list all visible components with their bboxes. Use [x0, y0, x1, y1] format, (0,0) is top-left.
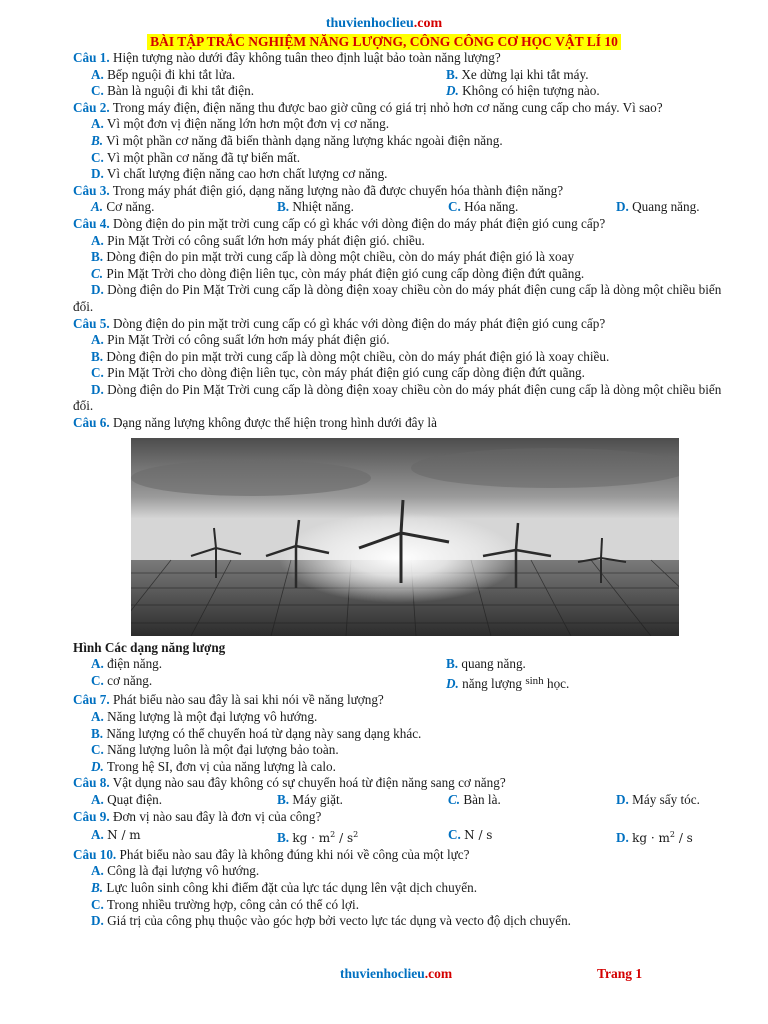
option-a	[91, 827, 277, 847]
option-b	[446, 67, 589, 84]
footer-site-tld: .com	[424, 966, 453, 981]
option-b	[446, 656, 526, 673]
option-a	[91, 656, 446, 673]
option-text: năng lượng	[462, 675, 523, 691]
option-letter: C.	[91, 896, 104, 912]
option-c	[448, 199, 616, 216]
site-header[interactable]	[0, 16, 768, 32]
option-letter: C.	[91, 149, 104, 165]
option-text: Bàn là.	[463, 792, 501, 807]
option-d	[73, 382, 723, 415]
option-a	[91, 67, 446, 84]
option-b	[277, 827, 448, 847]
option-text: Quang năng.	[632, 199, 700, 215]
document-title: BÀI TẬP TRẮC NGHIỆM NĂNG LƯỢNG, CÔNG CÔNG CƠ HỌC VẬT LÍ 10	[147, 34, 621, 50]
formula-part: kg · m	[632, 831, 670, 846]
option-b	[73, 349, 723, 366]
option-text: Hóa năng.	[464, 199, 519, 215]
option-text: Xe dừng lại khi tắt máy.	[461, 66, 589, 82]
option-d	[616, 199, 700, 216]
option-letter: D.	[91, 166, 104, 182]
option-letter: B.	[91, 879, 104, 895]
page-number: Trang 1	[597, 966, 643, 981]
option-text: Dòng điện do pin mặt trời cung cấp là dòng một chiều, còn do máy phát điện gió là xoay chiều.	[106, 348, 610, 364]
option-text: Năng lượng có thể chuyển hoá từ dạng này sang dạng khác.	[106, 725, 422, 741]
option-letter: B.	[91, 725, 104, 741]
options-row	[73, 67, 723, 84]
option-a	[73, 116, 723, 133]
question-text: Phát biểu nào sau đây là không đúng khi nói về công của một lực?	[119, 846, 470, 862]
option-d	[446, 673, 569, 693]
sun-glow	[279, 513, 519, 603]
option-text: Máy sấy tóc.	[632, 792, 700, 807]
option-text: Năng lượng là một đại lượng vô hướng.	[107, 709, 318, 725]
option-text: Pin Mặt Trời cho dòng điện liên tục, còn máy phát điện gió cung cấp dòng điện đứt quãng.	[107, 365, 585, 381]
option-letter: B.	[91, 249, 104, 265]
option-text: Dòng điện do Pin Mặt Trời cung cấp là dòng điện xoay chiều còn do máy phát điện cung cấp là dòng một chiều biến đổi.	[73, 381, 722, 414]
options-row	[73, 83, 723, 100]
footer-site-link[interactable]	[340, 966, 452, 982]
option-letter: A.	[91, 827, 104, 843]
option-c	[73, 365, 723, 382]
question-number: Câu 9.	[73, 808, 110, 824]
option-letter: C.	[448, 792, 461, 807]
question-5	[73, 316, 723, 333]
options-row	[73, 673, 723, 693]
question-number: Câu 6.	[73, 415, 110, 431]
option-text: Bếp nguội đi khi tắt lửa.	[107, 66, 236, 82]
option-text: điện năng.	[107, 656, 163, 672]
option-formula	[632, 831, 693, 845]
option-letter: D.	[616, 830, 629, 846]
option-text: quang năng.	[461, 656, 526, 672]
option-d	[446, 83, 600, 100]
question-number: Câu 1.	[73, 50, 110, 65]
option-letter: A.	[91, 863, 104, 879]
option-d	[616, 827, 693, 847]
question-number: Câu 7.	[73, 692, 110, 708]
question-7	[73, 692, 723, 709]
option-d	[73, 282, 723, 315]
question-3	[73, 183, 723, 200]
option-c	[91, 83, 446, 100]
options-row	[73, 792, 723, 809]
option-letter: B.	[446, 656, 459, 672]
option-formula: N / s	[464, 828, 493, 843]
question-8	[73, 775, 723, 792]
option-text: Máy giặt.	[292, 792, 343, 807]
option-letter: C.	[91, 83, 104, 99]
option-letter: A.	[91, 792, 104, 807]
option-letter: C.	[91, 742, 104, 758]
option-text: Quạt điện.	[107, 792, 163, 807]
question-2	[73, 100, 723, 117]
option-a	[91, 199, 277, 216]
options-row	[73, 827, 723, 847]
option-text: Dòng điện do Pin Mặt Trời cung cấp là dòng điện xoay chiều còn do máy phát điện cung cấp là dòng một chiều biến đổi.	[73, 282, 722, 314]
option-letter: D.	[91, 758, 104, 774]
option-letter: A.	[91, 232, 104, 248]
option-letter: B.	[277, 792, 290, 807]
options-row	[73, 656, 723, 673]
option-letter: C.	[448, 827, 461, 843]
question-text: Dòng điện do pin mặt trời cung cấp có gì khác với dòng điện do máy phát điện gió cung cấp?	[112, 315, 606, 331]
question-1	[73, 50, 723, 67]
formula-exponent: 2	[669, 830, 675, 840]
option-letter: C.	[91, 672, 104, 688]
figure-caption: Hình Các dạng năng lượng	[73, 639, 226, 655]
option-text: học.	[546, 675, 570, 691]
option-letter: B.	[91, 348, 104, 364]
option-letter: D.	[91, 381, 104, 397]
option-letter: A.	[91, 332, 104, 348]
option-text: Vì một phần cơ năng đã tự biến mất.	[106, 149, 301, 165]
footer-site-name: thuvienhoclieu	[340, 966, 425, 981]
option-a	[73, 709, 723, 726]
option-b	[73, 880, 723, 897]
question-number: Câu 2.	[73, 99, 110, 115]
formula-exponent: 2	[330, 830, 336, 840]
option-d	[616, 792, 700, 809]
question-10	[73, 847, 723, 864]
option-text: Dòng điện do pin mặt trời cung cấp là dòng một chiều, còn do máy phát điện gió là xoay	[106, 249, 575, 265]
question-number: Câu 5.	[73, 315, 110, 331]
option-c	[73, 150, 723, 167]
option-text: Vì chất lượng điện năng cao hơn chất lượng cơ năng.	[106, 166, 388, 182]
option-text: Nhiệt năng.	[292, 199, 354, 215]
question-4	[73, 216, 723, 233]
option-letter: D.	[91, 282, 104, 298]
option-letter: D.	[616, 199, 629, 215]
question-number: Câu 3.	[73, 182, 110, 198]
option-c	[73, 742, 723, 759]
option-letter: B.	[277, 830, 290, 846]
option-text-raised: sinh	[525, 674, 544, 687]
title-wrap	[0, 33, 768, 51]
option-text: Lực luôn sinh công khi điểm đặt của lực tác dụng lên vật dịch chuyển.	[106, 879, 478, 895]
option-text: Trong nhiều trường hợp, công cản có thể có lợi.	[106, 896, 359, 912]
option-text: Pin Mặt Trời có công suất lớn hơn máy phát điện gió.	[107, 332, 390, 348]
option-b	[277, 792, 448, 809]
question-text: Trong máy điện, điện năng thu được bao giờ cũng có giá trị nhỏ hơn cơ năng cung cấp cho máy. Vì sao?	[112, 99, 663, 115]
option-c	[448, 827, 616, 847]
option-letter: A.	[91, 199, 104, 215]
option-letter: B.	[446, 66, 459, 82]
option-text: Pin Mặt Trời cho dòng điện liên tục, còn máy phát điện gió cung cấp dòng điện đứt quãng.	[106, 265, 585, 281]
option-b	[73, 726, 723, 743]
option-text: Bàn là nguội đi khi tắt điện.	[107, 83, 254, 99]
option-letter: C.	[448, 199, 461, 215]
question-text: Đơn vị nào sau đây là đơn vị của công?	[112, 808, 322, 824]
option-a	[73, 863, 723, 880]
option-c	[73, 266, 723, 283]
option-text: Công là đại lượng vô hướng.	[107, 863, 260, 879]
question-6	[73, 415, 723, 432]
option-letter: A.	[91, 66, 104, 82]
option-letter: D.	[91, 913, 104, 929]
option-text: Vì một phần cơ năng đã biến thành dạng năng lượng khác ngoài điện năng.	[106, 132, 503, 148]
cloud	[131, 460, 371, 496]
wind-solar-photo	[131, 438, 679, 636]
option-a	[91, 792, 277, 809]
question-number: Câu 10.	[73, 846, 117, 862]
option-text: Cơ năng.	[106, 199, 155, 215]
question-text: Trong máy phát điện gió, dạng năng lượng nào đã được chuyển hóa thành điện năng?	[112, 182, 564, 198]
option-a	[73, 332, 723, 349]
option-text: cơ năng.	[107, 672, 153, 688]
option-b	[277, 199, 448, 216]
question-text: Dạng năng lượng không được thể hiện trong hình dưới đây là	[112, 415, 437, 431]
option-text: Pin Mặt Trời có công suất lớn hơn máy phát điện gió. chiều.	[107, 232, 425, 248]
option-formula: N / m	[107, 828, 141, 843]
option-d	[73, 166, 723, 183]
option-letter: C.	[91, 265, 104, 281]
formula-part: / s	[675, 831, 693, 846]
option-letter: D.	[616, 792, 629, 807]
option-d	[73, 913, 723, 930]
site-tld: .com	[413, 16, 443, 31]
option-c	[73, 897, 723, 914]
question-text: Hiện tượng nào dưới đây không tuân theo định luật bảo toàn năng lượng?	[112, 50, 501, 65]
option-b	[73, 249, 723, 266]
option-b	[73, 133, 723, 150]
question-number: Câu 4.	[73, 215, 110, 231]
formula-part: / s	[335, 831, 354, 846]
option-letter: B.	[91, 132, 104, 148]
site-name: thuvienhoclieu	[325, 16, 414, 31]
option-letter: A.	[91, 709, 104, 725]
question-text: Vật dụng nào sau đây không có sự chuyển hoá từ điện năng sang cơ năng?	[112, 775, 506, 791]
option-text: Giá trị của công phụ thuộc vào góc hợp bởi vecto lực tác dụng và vecto độ dịch chuyển.	[107, 913, 571, 929]
option-formula	[292, 831, 358, 845]
option-letter: A.	[91, 656, 104, 672]
question-list	[73, 50, 723, 930]
question-number: Câu 8.	[73, 775, 110, 791]
option-letter: D.	[446, 83, 459, 99]
question-text: Dòng điện do pin mặt trời cung cấp có gì khác với dòng điện do máy phát điện gió cung cấp?	[112, 215, 606, 231]
option-text: Trong hệ SI, đơn vị của năng lượng là calo.	[106, 758, 336, 774]
cloud	[411, 448, 679, 488]
option-letter: D.	[446, 675, 459, 691]
option-letter: A.	[91, 116, 104, 132]
option-a	[73, 233, 723, 250]
option-text: Vì một đơn vị điện năng lớn hơn một đơn vị cơ năng.	[106, 116, 389, 132]
option-d	[73, 759, 723, 776]
options-row	[73, 199, 723, 216]
wind-solar-illustration	[131, 438, 679, 636]
question-9	[73, 809, 723, 826]
option-c	[448, 792, 616, 809]
option-c	[91, 673, 446, 693]
formula-exponent: 2	[353, 830, 359, 840]
option-text: Năng lượng luôn là một đại lượng bảo toàn.	[107, 742, 339, 758]
formula-part: kg · m	[292, 831, 331, 846]
option-letter: B.	[277, 199, 290, 215]
question-text: Phát biểu nào sau đây là sai khi nói về năng lượng?	[112, 692, 384, 708]
option-letter: C.	[91, 365, 104, 381]
option-text: Không có hiện tượng nào.	[462, 83, 600, 99]
